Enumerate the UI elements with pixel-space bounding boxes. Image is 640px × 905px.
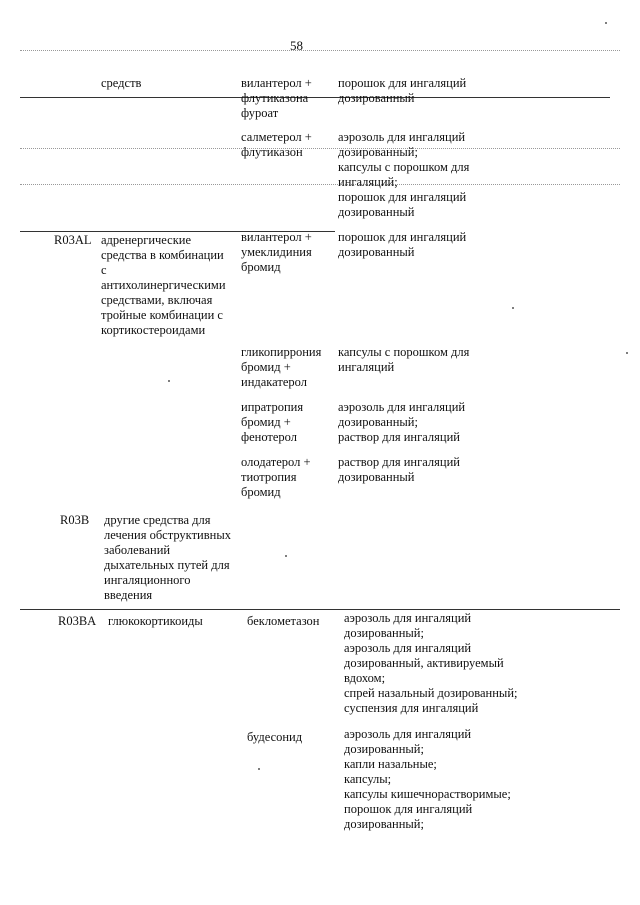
form-text: порошок для ингаляций дозированный	[338, 76, 467, 105]
page-number: 58	[290, 38, 303, 53]
row-form	[338, 400, 598, 445]
rule-line	[20, 609, 620, 610]
row-form	[338, 345, 598, 375]
row-desc	[101, 233, 239, 338]
code-text: R03B	[60, 513, 90, 527]
drug-text: гликопиррония бромид + индакатерол	[241, 345, 322, 389]
row-drug	[241, 76, 337, 121]
scan-speck	[626, 352, 628, 354]
scan-speck	[512, 307, 514, 309]
form-text: порошок для ингаляций дозированный	[338, 230, 467, 259]
scan-speck	[285, 555, 287, 557]
form-text: аэрозоль для ингаляций дозированный; капсулы с порошком для ингаляций; порошок для ингаляций дозированный	[338, 130, 470, 219]
atc-code	[54, 233, 92, 248]
drug-text: ипратропия бромид + фенотерол	[241, 400, 304, 444]
scan-speck	[258, 768, 260, 770]
desc-text: другие средства для лечения обструктивных заболеваний дыхательных путей для ингаляционного введения	[104, 513, 231, 602]
row-drug	[241, 400, 337, 445]
form-text: аэрозоль для ингаляций дозированный; раствор для ингаляций	[338, 400, 466, 444]
row-form	[338, 130, 598, 220]
atc-code	[60, 513, 89, 528]
form-text: капсулы с порошком для ингаляций	[338, 345, 470, 374]
drug-text: беклометазон	[247, 614, 320, 628]
atc-code	[58, 614, 96, 629]
drug-text: салметерол + флутиказон	[241, 130, 312, 159]
desc-text: средств	[101, 76, 142, 90]
row-desc	[101, 76, 239, 91]
code-text: R03BA	[58, 614, 97, 628]
row-drug	[241, 230, 337, 275]
desc-text: адренергические средства в комбинации с антихолинергическими средствами, включая тройные комбинации с кортикостероидами	[101, 233, 226, 337]
row-drug	[241, 455, 337, 500]
header-dotted-line	[20, 50, 620, 51]
scan-speck	[605, 22, 607, 24]
form-text: аэрозоль для ингаляций дозированный; капли назальные; капсулы; капсулы кишечнорастворимые; порошок для ингаляций дозированный;	[344, 727, 511, 831]
form-text: раствор для ингаляций дозированный	[338, 455, 460, 484]
row-form	[338, 230, 598, 260]
row-form	[338, 455, 598, 485]
row-drug	[241, 345, 337, 390]
row-desc	[108, 614, 246, 629]
row-form	[344, 611, 604, 716]
form-text: аэрозоль для ингаляций дозированный; аэрозоль для ингаляций дозированный, активируемый вдохом; спрей назальный дозированный; суспензия для ингаляций	[344, 611, 518, 715]
row-form	[338, 76, 598, 106]
row-drug	[241, 130, 337, 160]
row-drug	[247, 730, 343, 745]
desc-text: глюкокортикоиды	[108, 614, 203, 628]
row-form	[344, 727, 604, 832]
scan-speck	[168, 380, 170, 382]
drug-text: олодатерол + тиотропия бромид	[241, 455, 311, 499]
drug-text: вилантерол + флутиказона фуроат	[241, 76, 312, 120]
code-text: R03AL	[54, 233, 92, 247]
drug-text: будесонид	[247, 730, 303, 744]
row-desc	[104, 513, 242, 603]
row-drug	[247, 614, 343, 629]
drug-text: вилантерол + умеклидиния бромид	[241, 230, 312, 274]
